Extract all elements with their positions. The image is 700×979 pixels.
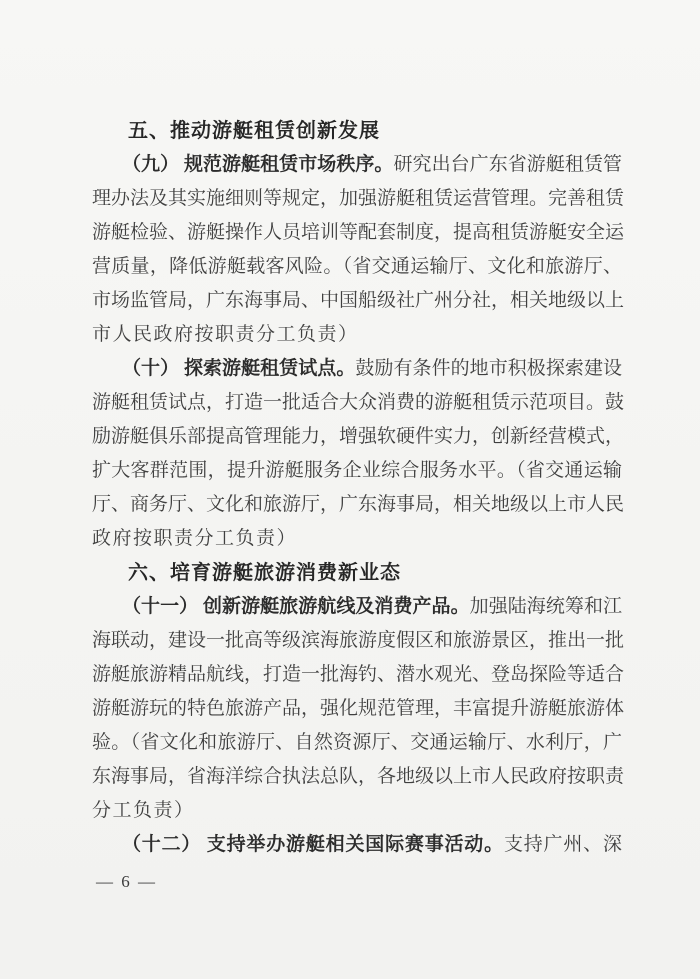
paragraph-10-first-rest: 鼓励有条件的地市积极探索建设	[355, 358, 622, 379]
paragraph-12-first-rest: 支持广州、深	[503, 834, 622, 855]
text-line: 理办法及其实施细则等规定，加强游艇租赁运营管理。完善租赁	[92, 188, 625, 209]
text-line: 厅、商务厅、文化和旅游厅，广东海事局，相关地级以上市人民	[92, 494, 625, 515]
paragraph-11	[92, 590, 625, 828]
page-number: — 6 —	[96, 872, 157, 891]
text-line: 市人民政府按职责分工负责）	[92, 324, 359, 345]
text-line: 营质量，降低游艇载客风险。（省交通运输厅、文化和旅游厅、	[92, 256, 622, 277]
text-line	[92, 590, 622, 624]
text-line: 励游艇俱乐部提高管理能力，增强软硬件实力，创新经营模式，	[92, 426, 625, 447]
text-line: 游艇游玩的特色旅游产品，强化规范管理，丰富提升游艇旅游体	[92, 698, 625, 719]
paragraph-12-lead: （十二） 支持举办游艇相关国际赛事活动。	[122, 834, 504, 855]
paragraph-9-lead: （九） 规范游艇租赁市场秩序。	[122, 154, 394, 175]
paragraph-11-first-rest: 加强陆海统筹和江	[469, 596, 622, 617]
text-line: 分工负责）	[92, 800, 195, 821]
paragraph-9-first-rest: 研究出台广东省游艇租赁管	[393, 154, 622, 175]
paragraph-12	[92, 828, 622, 862]
section-5-heading: 五、推动游艇租赁创新发展	[128, 120, 380, 142]
document-content	[92, 114, 625, 862]
text-line: 政府按职责分工负责）	[92, 528, 298, 549]
paragraph-11-lead: （十一） 创新游艇旅游航线及消费产品。	[122, 596, 470, 617]
text-line: 游艇检验、游艇操作人员培训等配套制度，提高租赁游艇安全运	[92, 222, 625, 243]
text-line: 游艇租赁试点，打造一批适合大众消费的游艇租赁示范项目。鼓	[92, 392, 625, 413]
paragraph-10-lead: （十） 探索游艇租赁试点。	[122, 358, 356, 379]
text-line: 扩大客群范围，提升游艇服务企业综合服务水平。（省交通运输	[92, 460, 622, 481]
text-line	[92, 352, 622, 386]
text-line: 验。（省文化和旅游厅、自然资源厅、交通运输厅、水利厅，广	[92, 732, 622, 753]
text-line	[92, 148, 622, 182]
paragraph-9	[92, 148, 625, 352]
text-line	[92, 828, 622, 862]
paragraph-10	[92, 352, 625, 556]
text-line: 海联动，建设一批高等级滨海旅游度假区和旅游景区，推出一批	[92, 630, 625, 651]
text-line: 东海事局，省海洋综合执法总队，各地级以上市人民政府按职责	[92, 766, 625, 787]
text-line: 游艇旅游精品航线，打造一批海钓、潜水观光、登岛探险等适合	[92, 664, 625, 685]
section-6-heading: 六、培育游艇旅游消费新业态	[128, 562, 401, 584]
text-line: 市场监管局，广东海事局、中国船级社广州分社，相关地级以上	[92, 290, 625, 311]
